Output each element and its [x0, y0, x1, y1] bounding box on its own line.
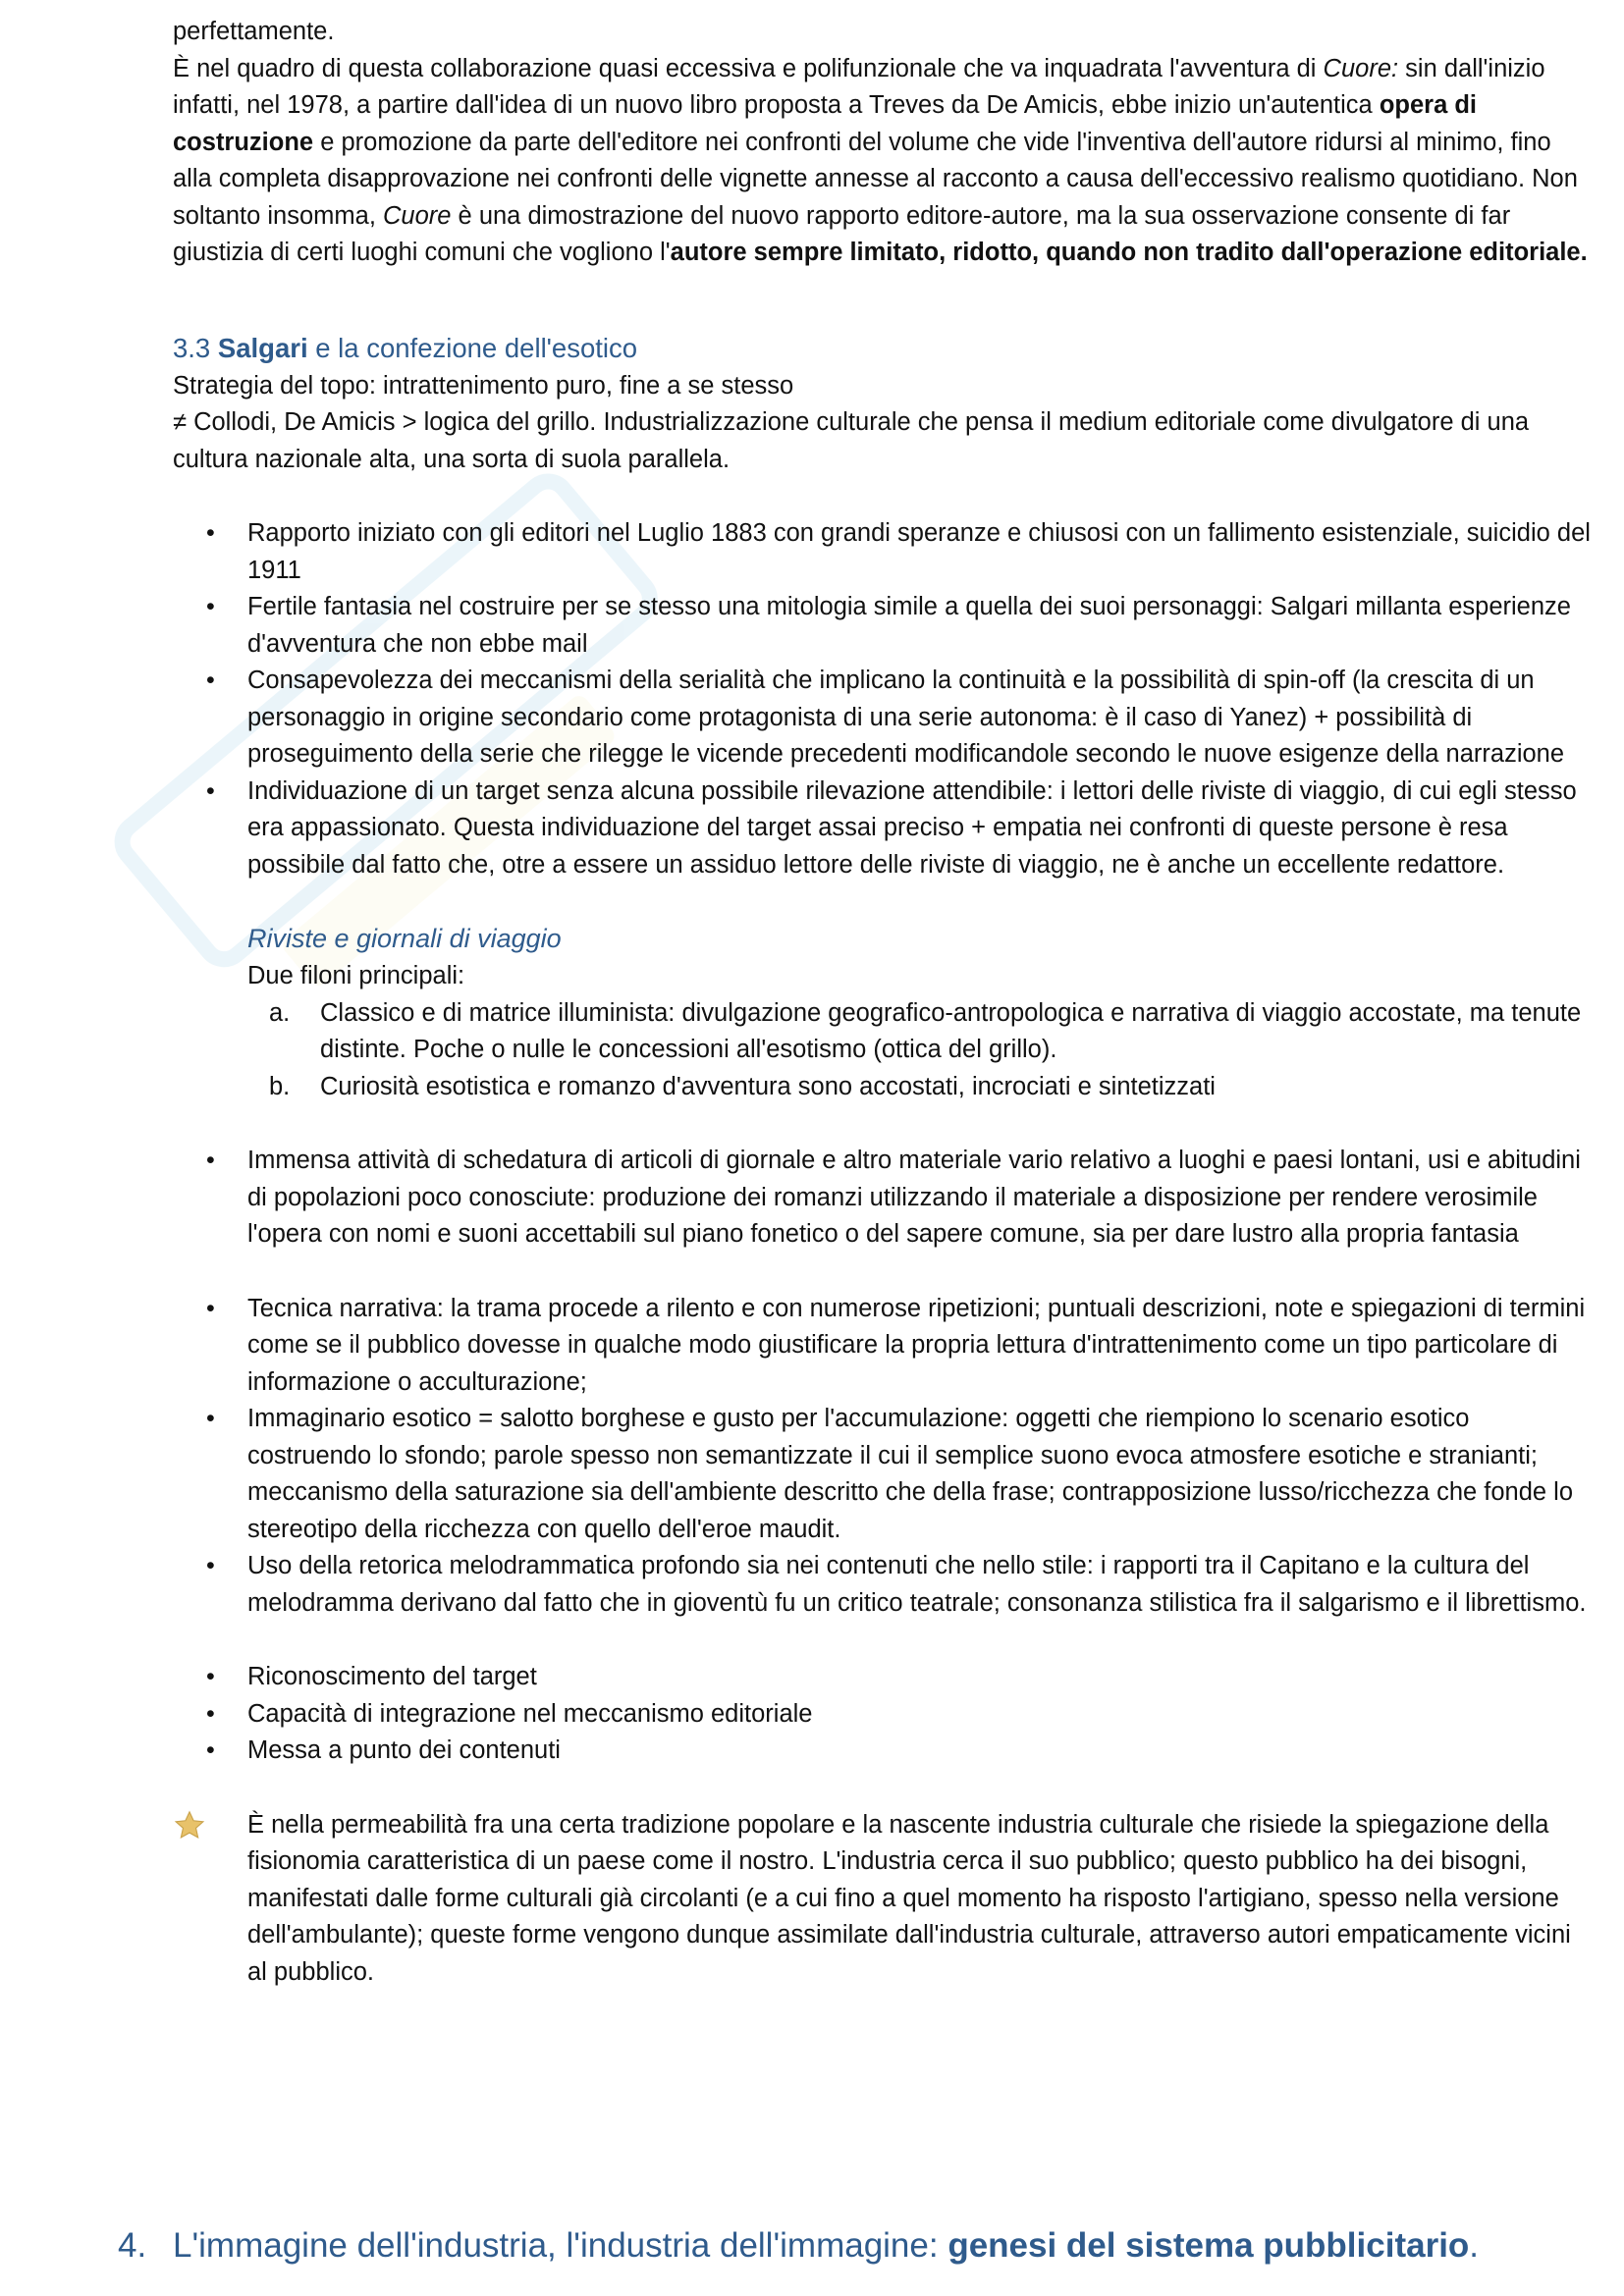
- list-item: • Messa a punto dei contenuti: [173, 1733, 1597, 1770]
- list-item: b. Curiosità esotistica e romanzo d'avventura sono accostati, incrociati e sintetizzati: [269, 1072, 1216, 1100]
- intro-line: perfettamente.: [173, 18, 335, 45]
- list-item: • Individuazione di un target senza alcuna possibile rilevazione attendibile: i lettori delle riviste di viaggio, di cui egli stesso era appassionato. Questa individuazione del target assai preciso + empatia nei confronti di queste persone è resa possibile dal fatto che, otre a essere un assiduo lettore delle riviste di viaggio, ne è anche un eccellente redattore.: [173, 774, 1597, 884]
- list-item: • Immensa attività di schedatura di articoli di giornale e altro materiale vario relativo a luoghi e paesi lontani, usi e abitudini di popolazioni poco conosciute: produzione dei romanzi utilizzando il materiale a disposizione per rendere verosimile l'opera con nomi e suoni accettabili sul piano fonetico o del sapere comune, sia per dare lustro alla propria fantasia: [173, 1143, 1597, 1254]
- intro-paragraph: È nel quadro di questa collaborazione quasi eccessiva e polifunzionale che va inquadrata l'avventura di Cuore: sin dall'inizio infatti, nel 1978, a partire dall'idea di un nuovo libro proposta a Treves da De Amicis, ebbe inizio un'autentica opera di costruzione e promozione da parte dell'editore nei confronti del volume che vide l'inventiva dell'autore ridursi al minimo, fino alla completa disapprovazione nei confronti delle vignette annesse al racconto a causa dell'eccessivo realismo quotidiano. Non soltanto insomma, Cuore è una dimostrazione del nuovo rapporto editore-autore, ma la sua osservazione consente di far giustizia di certi luoghi comuni che vogliono l'autore sempre limitato, ridotto, quando non tradito dall'operazione editoriale.: [173, 54, 1588, 266]
- bullet-list-3: [173, 1291, 1597, 1623]
- list-item: • Capacità di integrazione nel meccanismo editoriale: [173, 1696, 1597, 1734]
- star-note: [173, 1807, 1597, 1992]
- list-item: • Consapevolezza dei meccanismi della serialità che implicano la continuità e la possibilità di spin-off (la crescita di un personaggio in origine secondario come protagonista di una serie autonoma: è il caso di Yanez) + possibilità di proseguimento della serie che rilegge le vicende precedenti modificandole secondo le nuove esigenze della narrazione: [173, 663, 1597, 774]
- section-3-3-title: 3.3 Salgari e la confezione dell'esotico: [173, 332, 638, 363]
- section-4-heading: 4. L'immagine dell'industria, l'industria dell'immagine: genesi del sistema pubblicitario.: [118, 2226, 1480, 2265]
- bullet-list-1: [173, 515, 1597, 883]
- star-paragraph: È nella permeabilità fra una certa tradizione popolare e la nascente industria culturale che risiede la spiegazione della fisionomia caratteristica di un paese come il nostro. L'industria cerca il suo pubblico; questo pubblico ha dei bisogni, manifestati dalle forme culturali già circolanti (e a cui fino a quel momento ha risposto l'artigiano, spesso nella versione dell'ambulante); queste forme vengono dunque assimilate dall'industria culturale, attraverso autori empaticamente vicini al pubblico.: [247, 1810, 1571, 1986]
- list-item: • Fertile fantasia nel costruire per se stesso una mitologia simile a quella dei suoi personaggi: Salgari millanta esperienze d'avventura che non ebbe mail: [173, 589, 1597, 663]
- star-icon: [173, 1809, 206, 1842]
- list-item: • Rapporto iniziato con gli editori nel Luglio 1883 con grandi speranze e chiusosi con un fallimento esistenziale, suicidio del 1911: [173, 515, 1597, 589]
- bullet-list-2: [173, 1143, 1597, 1254]
- list-item: a. Classico e di matrice illuminista: divulgazione geografico-antropologica e narrativa di viaggio accostate, ma tenute distinte. Poche o nulle le concessioni all'esotismo (ottica del grillo).: [269, 998, 1582, 1063]
- riviste-list: [173, 995, 1597, 1106]
- list-item: • Immaginario esotico = salotto borghese e gusto per l'accumulazione: oggetti che riempiono lo scenario esotico costruendo lo sfondo; parole spesso non semantizzate il cui il semplice suono evoca atmosfere esotiche e stranianti; meccanismo della saturazione sia dell'ambiente descritto che della frase; contrapposizione lusso/ricchezza che fonde lo stereotipo della ricchezza con quello dell'eroe maudit.: [173, 1401, 1597, 1548]
- section-line-1: Strategia del topo: intrattenimento puro, fine a se stesso: [173, 371, 794, 400]
- riviste-subheading: Riviste e giornali di viaggio: [247, 924, 562, 953]
- section-line-2: ≠ Collodi, De Amicis > logica del grillo. Industrializzazione culturale che pensa il medium editoriale come divulgatore di una cultura nazionale alta, una sorta di suola parallela.: [173, 408, 1530, 473]
- document-page: [173, 14, 1597, 1991]
- riviste-intro: Due filoni principali:: [247, 962, 465, 989]
- list-item: • Tecnica narrativa: la trama procede a rilento e con numerose ripetizioni; puntuali descrizioni, note e spiegazioni di termini come se il pubblico dovesse in qualche modo giustificare la propria lettura d'intrattenimento come un tipo particolare di informazione o acculturazione;: [173, 1291, 1597, 1402]
- bullet-list-4: [173, 1659, 1597, 1770]
- list-item: • Riconoscimento del target: [173, 1659, 1597, 1696]
- list-item: • Uso della retorica melodrammatica profondo sia nei contenuti che nello stile: i rapporti tra il Capitano e la cultura del melodramma derivano dal fatto che in gioventù fu un critico teatrale; consonanza stilistica fra il salgarismo e il librettismo.: [173, 1548, 1597, 1622]
